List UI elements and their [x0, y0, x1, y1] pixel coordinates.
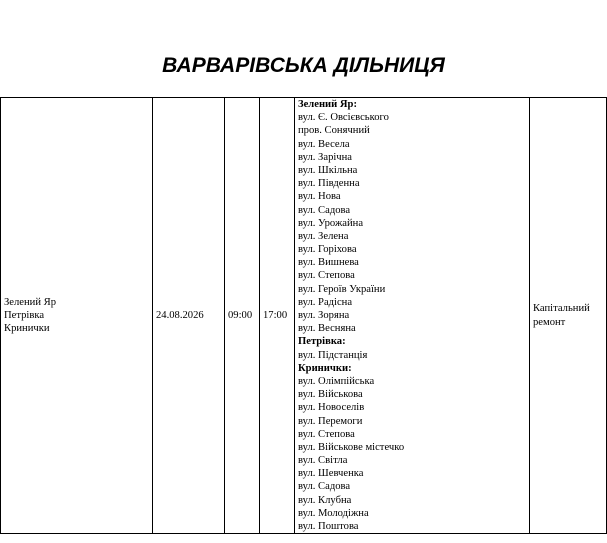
date-cell: 24.08.2026 [153, 98, 225, 534]
work-type-cell [530, 98, 607, 534]
table-row [1, 98, 607, 534]
time-to-cell: 17:00 [260, 98, 295, 534]
street-item: вул. Нова [298, 191, 341, 203]
streets-cell [295, 98, 530, 534]
street-item: вул. Вишнева [298, 257, 359, 269]
street-item: вул. Зоряна [298, 310, 350, 321]
locality-heading: Петрівка: [298, 336, 346, 348]
street-item: вул. Південна [298, 178, 360, 190]
locality-name: Кринички [4, 323, 50, 335]
street-item: вул. Клубна [298, 494, 352, 506]
street-item: вул. Весела [298, 138, 350, 150]
street-item: вул. Перемоги [298, 415, 363, 427]
work-type-line: Капітальний [533, 303, 590, 315]
street-item: вул. Молодіжна [298, 507, 369, 519]
street-item: вул. Горіхова [298, 244, 357, 256]
street-item: вул. Зарічна [298, 151, 353, 163]
street-item: вул. Шкільна [298, 164, 358, 176]
street-item: вул. Є. Овсієвського [298, 112, 389, 124]
street-item: вул. Світла [298, 455, 348, 467]
street-item: вул. Шевченка [298, 468, 364, 480]
street-item: вул. Садова [298, 481, 351, 493]
street-item: вул. Степова [298, 270, 355, 282]
time-from-cell: 09:00 [225, 98, 260, 534]
street-item: вул. Садова [298, 204, 351, 216]
street-item: вул. Степова [298, 428, 355, 440]
outage-table [0, 97, 607, 534]
localities-cell [1, 98, 153, 534]
street-item: вул. Зелена [298, 230, 349, 242]
locality-name: Зелений Яр [4, 296, 57, 308]
street-item: вул. Підстанція [298, 349, 368, 361]
work-type-line: ремонт [533, 316, 566, 328]
street-item: вул. Героїв України [298, 283, 386, 295]
street-item: вул. Новоселів [298, 402, 365, 414]
locality-heading: Кринички: [298, 362, 352, 374]
locality-name: Петрівка [4, 310, 45, 321]
street-item: вул. Поштова [298, 521, 359, 532]
street-item: вул. Радісна [298, 296, 353, 308]
street-item: вул. Олімпійська [298, 375, 375, 387]
locality-heading: Зелений Яр: [298, 99, 357, 110]
street-item: вул. Весняна [298, 323, 356, 335]
street-item: вул. Військова [298, 389, 363, 401]
street-item: вул. Урожайна [298, 217, 364, 229]
street-item: пров. Сонячний [298, 125, 370, 137]
page-title: ВАРВАРІВСЬКА ДІЛЬНИЦЯ [162, 54, 445, 77]
street-item: вул. Військове містечко [298, 441, 405, 453]
